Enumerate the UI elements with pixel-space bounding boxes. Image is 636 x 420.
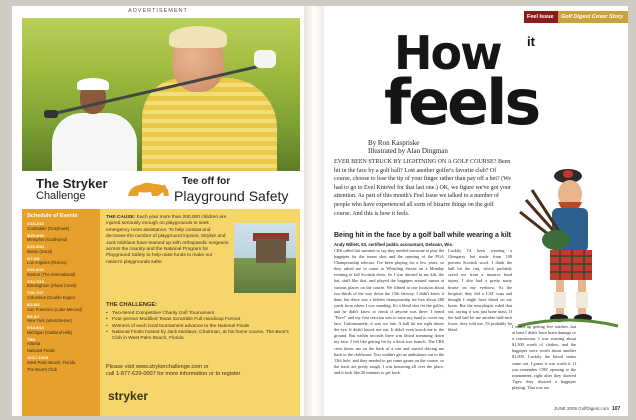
schedule-item: 7/12-7/13 Birmingham (Shoal Creek) xyxy=(27,278,77,289)
headline-how: How xyxy=(394,26,501,80)
challenge-list xyxy=(106,311,292,342)
schedule-item: National Finals xyxy=(27,348,55,354)
banner-feel-issue: Feel Issue xyxy=(524,11,558,23)
schedule-item: 6/7-6/8 Los Angeles (Riviera) xyxy=(27,255,67,266)
main-golfer-figure xyxy=(142,78,277,171)
schedule-item: 8/2-8/3 San Francisco (Lake Merced) xyxy=(27,302,82,312)
visit-info xyxy=(106,364,292,379)
schedule-item: TBD Atlanta xyxy=(27,336,41,347)
article-page xyxy=(324,6,628,416)
brand-name: The Stryker xyxy=(36,176,108,191)
brand-subtitle: Challenge xyxy=(36,190,86,202)
challenge-heading: THE CHALLENGE: xyxy=(106,302,158,308)
schedule-item: 10/17-10/19 West Palm Beach, Florida xyxy=(27,355,76,365)
golf-glove xyxy=(254,50,276,68)
advertisement-label: ADVERTISEMENT xyxy=(128,8,188,14)
article-deck: EVER BEEN STRUCK BY LIGHTNING ON A GOLF COURSE? Been hit in the face by a golf ball? Lost another golfer's favorite club? Of course, choose to lose the tip of your finger rather than pay off a bet? (We had to go to Evel Knievel for that last one.) OK, we figure we've got your attention. As part of this month's Feel Issue we talked to a number of people who have experienced all sorts of bizarre things on the golf course. And this is how it feels. xyxy=(334,159,512,217)
headline-it: it xyxy=(527,34,535,49)
challenge-item: • Winners of each local tournament advance to the National Finals xyxy=(106,324,292,330)
cause-heading: THE CAUSE: xyxy=(106,215,136,220)
challenge-item: • National Finals hosted by Jack Nicklaus, Chairman, at his home course, The Bear's Club in West Palm Beach, Florida xyxy=(106,330,292,343)
schedule-panel xyxy=(22,209,100,416)
playground-photo xyxy=(234,223,296,293)
headline-feels: feels xyxy=(384,66,539,139)
page-number: 107 xyxy=(612,406,621,412)
schedule-item: 7/26-7/27 Columbus (Double Eagle) xyxy=(27,290,75,301)
advertisement-page xyxy=(12,6,304,416)
cause-text: Each year more than 200,000 children are injured seriously enough on playgrounds to seek emergency room assistance. To help combat and decrease the number of playground injuries, Stryker and Jack Nicklaus have teamed up with orthopaedic surgeons across the country and the National Program for Playground Safety to help raise funds to make our nation's playgrounds safer. xyxy=(106,215,229,265)
visit-line-phone: call 1-877-629-0007 for more information or to register xyxy=(106,371,241,378)
schedule-item: 9/13-9/14 Michigan (Oakland Hills) xyxy=(27,325,73,335)
cause-paragraph xyxy=(106,215,230,266)
article-column-1: CBS called last summer to say they needed someone to play the bagpipes for the teaser shot and the opening of the PGA Championship telecast. I've been playing for a few years, so they asked me to come to Whistling Straits on a Monday evening in full Scottish dress. So I was dressed in my kilt, the hat, stuff like that, and played the bagpipes around sunset at various places on the course. We filmed at one location about two-thirds of the way down the 13th fairway. I didn't know it then, but there was a hidden championship tee box about 280 yards from where I was standing. It's a blind shot for the golfer, and he didn't know to check if anyone was there. I heard "Fore!" and my first reaction was to raise my hand to cover my face. Unfortunately, it was too late. A ball hit me right above the eye. It didn't knock me out. It didn't even knock me to the ground. But within seconds there was blood streaming down my face. I felt like getting hit by a thick tree branch. The CBS crew threw me on the back of a cart and started driving me back to the clubhouse. You couldn't get an ambulance out to the 13th hole, and they needed to get some gauze on the course, so the track are pretty rough. I was bouncing all over the place, and it took like 20 minutes to get back. xyxy=(334,248,444,375)
golden-bear-icon xyxy=(124,178,172,202)
illustrator-credit: Illustrated by Alan Dingman xyxy=(368,147,448,155)
tagline-tee-off: Tee off for xyxy=(182,176,231,187)
ad-body xyxy=(100,209,300,416)
ad-header xyxy=(22,173,300,207)
article-column-3: I ended up getting five stitches, but at least I didn't have brain damage or a concussion. I was wearing about $1,500 worth of clothes, and the bagpipes were worth about another $1,000. Luckily the blood stains came out. I guess it was worth it. If you remember CBS' opening to the tournament, right after they showed Tiger, they showed a bagpiper playing. That was me. xyxy=(512,324,576,390)
schedule-item: 9/6-9/7 New York (Westchester) xyxy=(27,313,72,324)
challenge-item: • Four-person Modified Texas Scramble Full Handicap Format xyxy=(106,317,292,323)
stryker-logo: stryker xyxy=(108,389,149,403)
golfers-photo xyxy=(22,18,300,171)
page-gutter xyxy=(304,6,324,416)
visit-line-website: Please visit www.strykerchallenge.com or xyxy=(106,364,209,370)
article-column-2: Luckily I'd been wearing a Glengarry hat made from 100 percent Scottish wool. I think the ball hit the rim, which probably saved me from a massive head injury. I also had a pretty nasty bruise on my eyebrow. At the hospital, they did a CAT scan and thought I might have blood on my brain. But the neurologist ruled that out, saying it was just bone mass. If the ball had hit me another half-inch lower, they told me, I'd probably be blind. xyxy=(448,248,512,333)
section-subhead: Being hit in the face by a golf ball while wearing a kilt xyxy=(334,232,511,239)
bagpiper-illustration xyxy=(512,156,624,328)
schedule-item: The Bear's Club xyxy=(27,366,57,372)
section-banner xyxy=(324,11,628,23)
schedule-item: 3/29-3/30 Memphis (Southwind) xyxy=(27,232,68,243)
schedule-item: 2/15-2/16 Scottsdale (Grayhawk) xyxy=(27,221,70,231)
schedule-title: Schedule of Events xyxy=(27,213,78,219)
folio: JUNE 2005 GolfDigest.com xyxy=(554,406,610,411)
second-golfer-figure xyxy=(52,113,137,171)
tagline-playground-safety: Playground Safety xyxy=(174,188,289,204)
challenge-item: • Two-tiered Competitive Charity Golf Tournament xyxy=(106,311,292,317)
subject-attribution: Andy Willett, 53, certified public accountant, Delavan, Wis. xyxy=(334,242,454,247)
schedule-item: 6/21-6/22 Boston (The International) xyxy=(27,267,76,277)
schedule-item: 5/23-5/24 Miami (Doral) xyxy=(27,244,53,254)
byline: By Ron Kaspriske xyxy=(368,139,420,147)
banner-cover-story: Golf Digest Cover Story xyxy=(558,11,628,23)
